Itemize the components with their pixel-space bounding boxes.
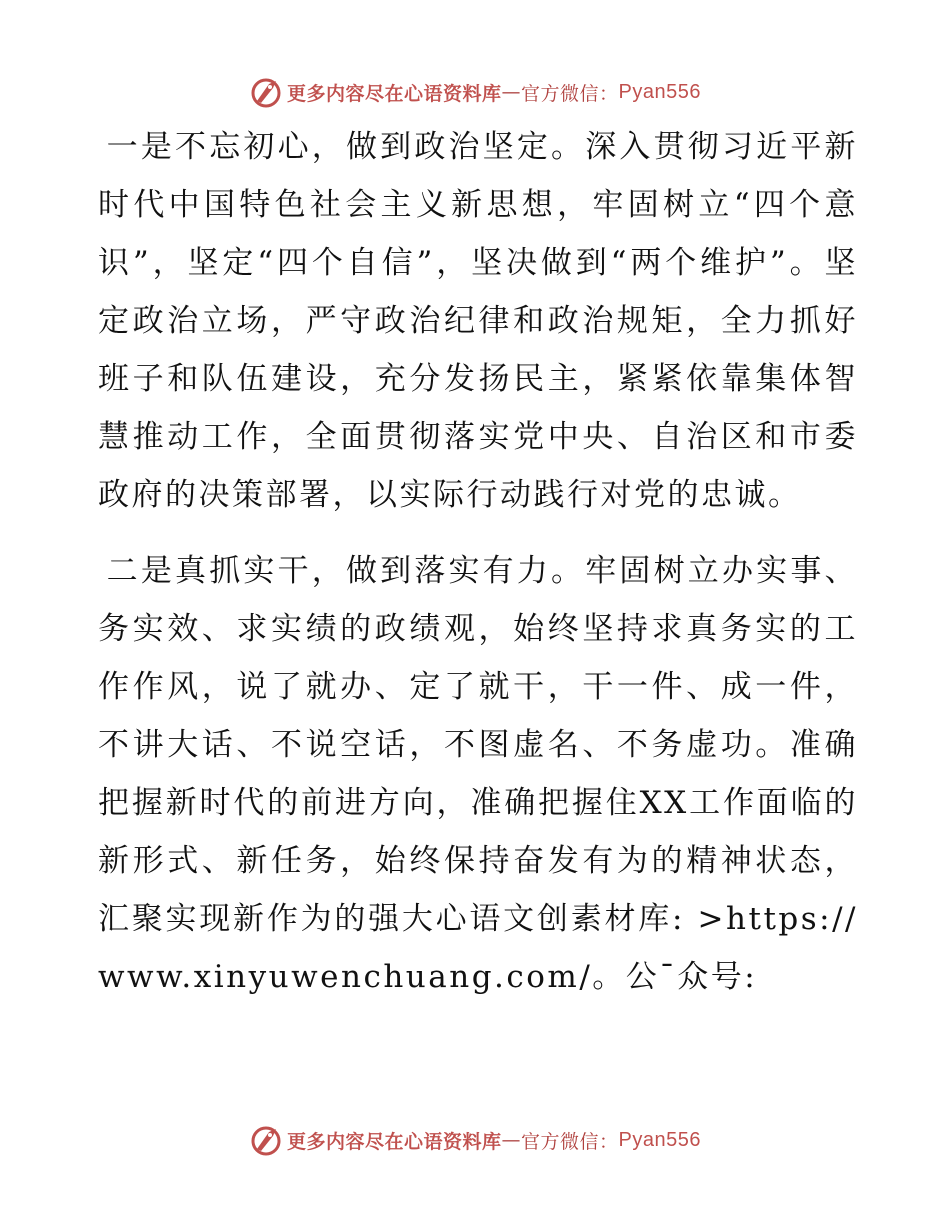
banner-dash: — <box>501 1129 522 1151</box>
footer-watermark-banner <box>0 1120 950 1160</box>
paragraph-2 <box>98 542 858 1006</box>
paragraph-2-text: 二是真抓实干，做到落实有力。牢固树立办实事、务实效、求实绩的政绩观，始终坚持求真务实的工作作风，说了就办、定了就干，干一件、成一件，不讲大话、不说空话，不图虚名、不务虚功。准确把握新时代的前进方向，准确把握住XX工作面临的新形式、新任务，始终保持奋发有为的精神状态，汇聚实现新作为的强大心语文创素材库: >https://www.xinyuwenchuang.com/。公¯众号: <box>98 553 858 995</box>
banner-contact-id: Pyan556 <box>618 80 701 103</box>
banner-contact-id: Pyan556 <box>618 1128 701 1151</box>
banner-main-text: 更多内容尽在心语资料库 <box>287 82 502 105</box>
header-watermark-banner <box>0 72 950 112</box>
banner-contact-label: 官方微信： <box>521 1130 619 1153</box>
document-body <box>98 118 858 1006</box>
pen-nib-circle-icon <box>249 1123 283 1157</box>
banner-contact-label: 官方微信： <box>521 82 619 105</box>
banner-dash: — <box>501 81 522 103</box>
banner-main-text: 更多内容尽在心语资料库 <box>287 1130 502 1153</box>
paragraph-1-text: 一是不忘初心，做到政治坚定。深入贯彻习近平新时代中国特色社会主义新思想，牢固树立“四个意识”，坚定“四个自信”，坚决做到“两个维护”。坚定政治立场，严守政治纪律和政治规矩，全力抓好班子和队伍建设，充分发扬民主，紧紧依靠集体智慧推动工作，全面贯彻落实党中央、自治区和市委政府的决策部署，以实际行动践行对党的忠诚。 <box>98 129 858 513</box>
paragraph-1 <box>98 118 858 524</box>
pen-nib-circle-icon <box>249 75 283 109</box>
